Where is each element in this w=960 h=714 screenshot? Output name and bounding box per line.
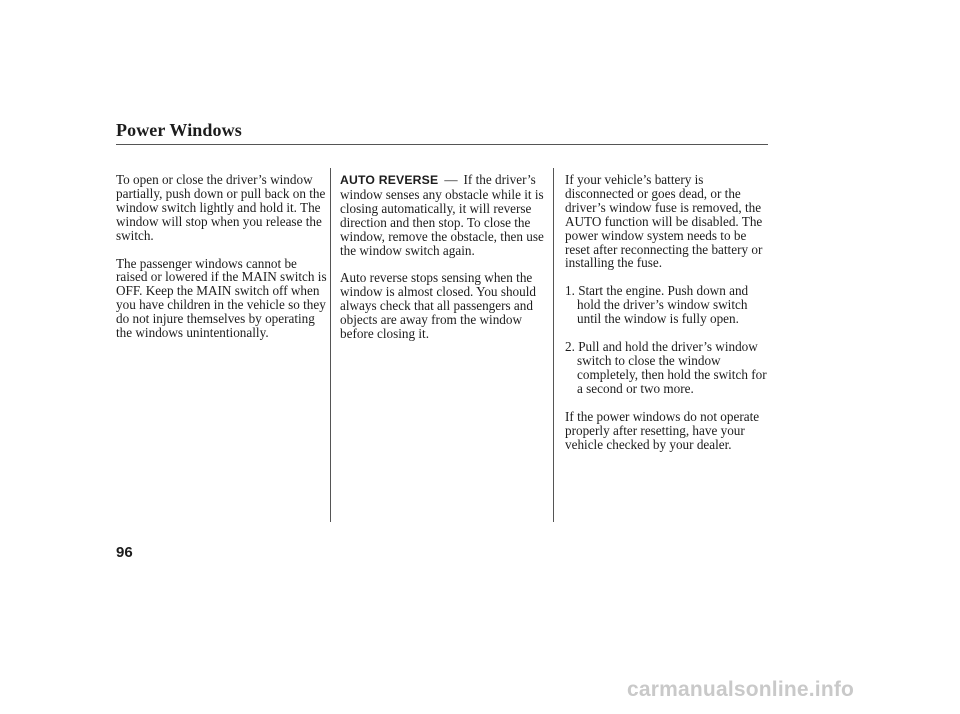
paragraph-partial-operation: To open or close the driver’s window partially, push down or pull back on the window switch lightly and hold it. The window will stop when you release the switch. (116, 172, 326, 243)
header-divider (116, 144, 768, 145)
step-2: 2. Pull and hold the driver’s window switch to close the window completely, then hold the switch for a second or two more. (565, 339, 767, 396)
column-divider-right (553, 168, 554, 522)
page-title: Power Windows (116, 120, 242, 140)
watermark: carmanualsonline.info (627, 678, 855, 701)
paragraph-dealer-check: If the power windows do not operate properly after resetting, have your vehicle checked by your dealer. (565, 408, 760, 452)
paragraph-auto-reverse-note: Auto reverse stops sensing when the window is almost closed. You should always check that all passengers and objects are away from the window before closing it. (340, 270, 536, 342)
paragraph-battery-reset: If your vehicle’s battery is disconnected or goes dead, or the driver’s window fuse is removed, the AUTO function will be disabled. The power window system needs to be reset after reconnecting the battery or installing the fuse. (565, 172, 763, 271)
page-number: 96 (116, 544, 133, 561)
column-right (565, 173, 770, 451)
auto-reverse-intro: If the driver’s window senses any obstacle while it is closing automatically, it will reverse direction and then stop. To close the window, remove the obstacle, then use the window switch again. (340, 172, 544, 258)
paragraph-main-switch: The passenger windows cannot be raised or lowered if the MAIN switch is OFF. Keep the MAIN switch off when you have children in the vehicle so they do not injure themselves by operating the windows unintentionally. (116, 255, 327, 341)
paragraph-auto-reverse (340, 173, 550, 257)
dash-separator: — (444, 172, 458, 187)
section-heading-auto-reverse: AUTO REVERSE (340, 173, 439, 187)
column-middle (340, 173, 550, 341)
column-left (116, 173, 328, 340)
column-divider-left (330, 168, 331, 522)
step-1: 1. Start the engine. Push down and hold the driver’s window switch until the window is fully open. (565, 283, 749, 327)
